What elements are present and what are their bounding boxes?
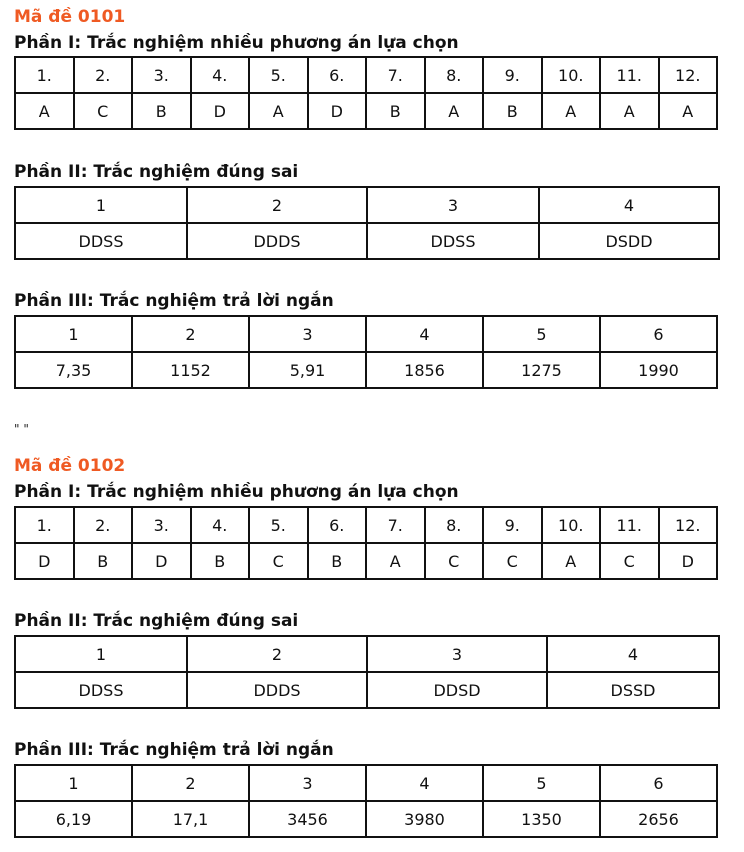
part1-table [14,506,718,580]
table-row [15,801,717,837]
answer-cell: 5,91 [249,352,366,388]
table-row [15,636,719,672]
question-number: 2. [74,57,133,93]
table-row [15,672,719,708]
answer-cell: B [366,93,425,129]
answer-cell: 1275 [483,352,600,388]
question-number: 2 [187,636,367,672]
part2-title: Phần II: Trắc nghiệm đúng sai [14,162,299,182]
question-number: 3 [367,636,547,672]
question-number: 1 [15,636,187,672]
question-number: 6 [600,765,717,801]
question-number: 4 [547,636,719,672]
answer-cell: D [15,543,74,579]
question-number: 4. [191,57,250,93]
table-row [15,507,717,543]
answer-cell: DDSS [15,223,187,259]
answer-cell: 3456 [249,801,366,837]
table-row [15,543,717,579]
answer-cell: 7,35 [15,352,132,388]
part1-title: Phần I: Trắc nghiệm nhiều phương án lựa chọn [14,482,459,502]
answer-cell: 6,19 [15,801,132,837]
answer-cell: 1350 [483,801,600,837]
part1-title: Phần I: Trắc nghiệm nhiều phương án lựa chọn [14,33,459,53]
answer-cell: 2656 [600,801,717,837]
answer-cell: 1152 [132,352,249,388]
question-number: 2 [132,316,249,352]
answer-cell: A [249,93,308,129]
question-number: 7. [366,507,425,543]
answer-cell: 3980 [366,801,483,837]
question-number: 3. [132,57,191,93]
question-number: 8. [425,57,484,93]
question-number: 4 [539,187,719,223]
answer-cell: B [483,93,542,129]
question-number: 1. [15,507,74,543]
question-number: 12. [659,507,718,543]
answer-cell: B [74,543,133,579]
answer-cell: C [483,543,542,579]
table-row [15,93,717,129]
answer-cell: 17,1 [132,801,249,837]
question-number: 6 [600,316,717,352]
table-row [15,57,717,93]
table-row [15,352,717,388]
answer-cell: A [542,543,601,579]
question-number: 6. [308,507,367,543]
question-number: 5. [249,57,308,93]
exam-code-title: Mã đề 0102 [14,456,126,476]
answer-cell: A [659,93,718,129]
answer-cell: C [74,93,133,129]
table-row [15,765,717,801]
question-number: 1 [15,316,132,352]
question-number: 5. [249,507,308,543]
question-number: 10. [542,507,601,543]
question-number: 1. [15,57,74,93]
question-number: 4. [191,507,250,543]
question-number: 3 [249,765,366,801]
part3-title: Phần III: Trắc nghiệm trả lời ngắn [14,740,334,760]
question-number: 10. [542,57,601,93]
answer-cell: D [659,543,718,579]
question-number: 3 [249,316,366,352]
answer-cell: DDSS [15,672,187,708]
question-number: 5 [483,316,600,352]
table-row [15,223,719,259]
part2-title: Phần II: Trắc nghiệm đúng sai [14,611,299,631]
part2-table [14,635,720,709]
question-number: 7. [366,57,425,93]
answer-cell: 1856 [366,352,483,388]
question-number: 11. [600,507,659,543]
question-number: 1 [15,187,187,223]
answer-cell: 1990 [600,352,717,388]
separator-text: " " [14,422,29,436]
answer-cell: B [132,93,191,129]
answer-cell: D [132,543,191,579]
answer-cell: A [15,93,74,129]
answer-cell: DSDD [539,223,719,259]
question-number: 9. [483,507,542,543]
answer-cell: A [600,93,659,129]
answer-cell: DDDS [187,672,367,708]
part3-table [14,315,718,389]
answer-cell: DDSS [367,223,539,259]
part3-title: Phần III: Trắc nghiệm trả lời ngắn [14,291,334,311]
answer-cell: A [542,93,601,129]
answer-cell: DDDS [187,223,367,259]
question-number: 2. [74,507,133,543]
answer-cell: A [425,93,484,129]
answer-cell: C [249,543,308,579]
question-number: 8. [425,507,484,543]
question-number: 4 [366,765,483,801]
exam-code-title: Mã đề 0101 [14,7,126,27]
question-number: 11. [600,57,659,93]
answer-cell: DSSD [547,672,719,708]
answer-cell: DDSD [367,672,547,708]
answer-cell: D [191,93,250,129]
answer-cell: B [191,543,250,579]
table-row [15,187,719,223]
answer-cell: C [600,543,659,579]
answer-cell: D [308,93,367,129]
question-number: 3. [132,507,191,543]
part1-table [14,56,718,130]
question-number: 4 [366,316,483,352]
question-number: 6. [308,57,367,93]
answer-cell: C [425,543,484,579]
question-number: 12. [659,57,718,93]
question-number: 2 [132,765,249,801]
question-number: 3 [367,187,539,223]
answer-cell: B [308,543,367,579]
part3-table [14,764,718,838]
question-number: 9. [483,57,542,93]
question-number: 1 [15,765,132,801]
question-number: 5 [483,765,600,801]
answer-cell: A [366,543,425,579]
question-number: 2 [187,187,367,223]
part2-table [14,186,720,260]
table-row [15,316,717,352]
